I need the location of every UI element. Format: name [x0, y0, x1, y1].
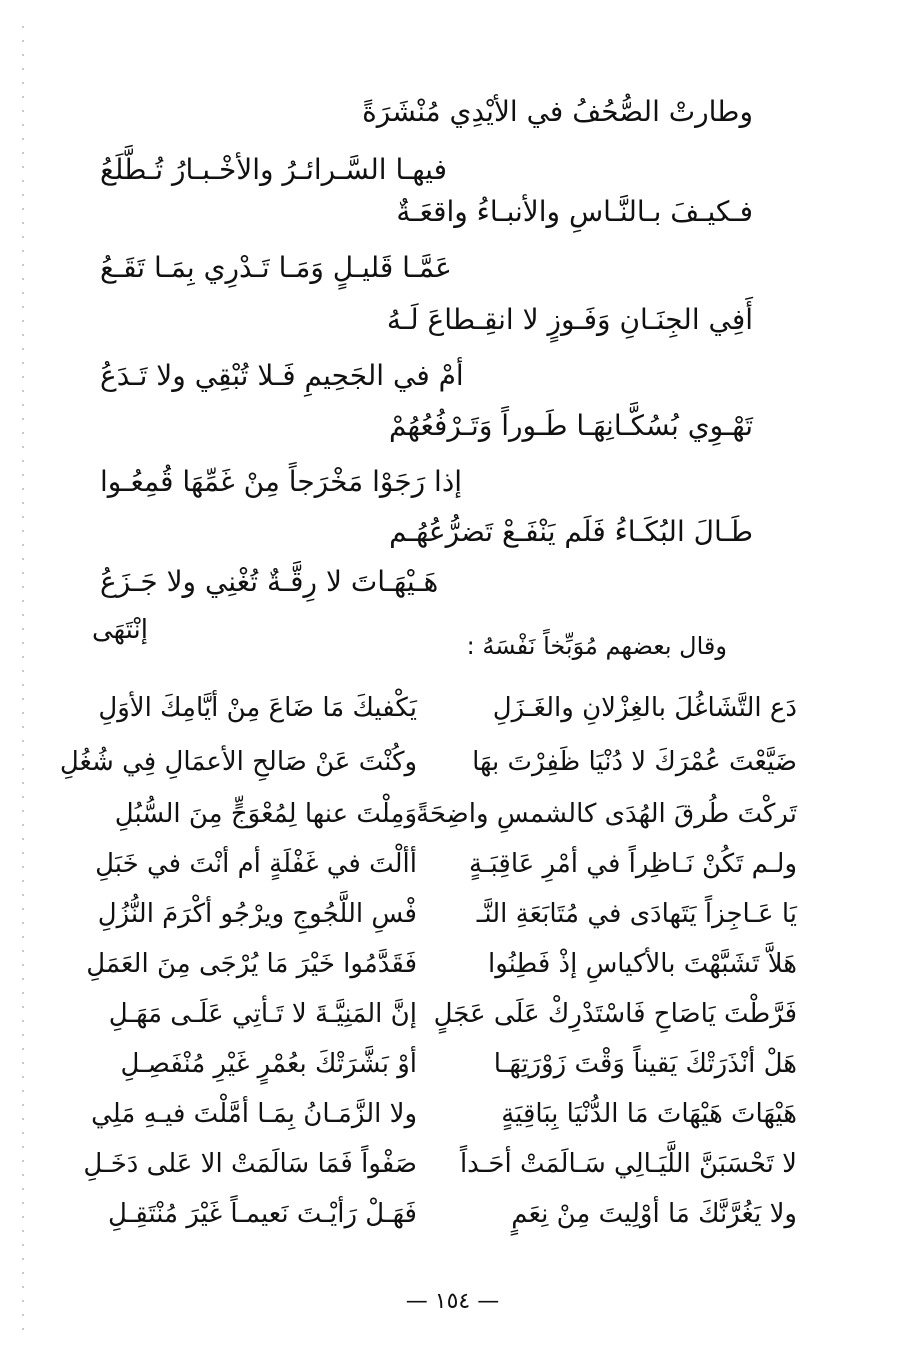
- couplet-1: [0, 686, 905, 740]
- poem1-line-7: تَهْـوِي بُسُكَّـانِهَـا طَـوراً وَتَـرْفُعُهُمْ: [388, 409, 753, 442]
- couplet-7: [0, 992, 905, 1046]
- couplet-11: [0, 1192, 905, 1246]
- couplet-10: [0, 1142, 905, 1196]
- hemistich-second: فَهَـلْ رَأيْـتَ نَعيمـاً غَيْرَ مُنْتَقِـلِ: [107, 1199, 417, 1229]
- hemistich-second: فْسِ اللَّجُوجِ ويرْجُو أكْرَمَ النُّزُلِ: [97, 899, 417, 929]
- couplet-4: [0, 842, 905, 896]
- poem1-line-5: أَفِي الجِنَـانِ وَفَـوزٍ لا انقِـطاعَ لَـهُ: [386, 303, 753, 336]
- couplet-8: [0, 1042, 905, 1096]
- couplet-6: [0, 942, 905, 996]
- poem1-line-6: أمْ في الجَحِيمِ فَـلا تُبْقِي ولا تَـدَعُ: [100, 359, 464, 392]
- poem1-line-10: هَـيْهَـاتَ لا رِقَّـةٌ تُغْنِي ولا جَـزَعُ: [100, 565, 439, 598]
- hemistich-second: وَمِلْتَ عنها لِمُعْوَجٍّ مِنَ السُّبُلِ: [114, 799, 417, 829]
- hemistich-first: فَرَّطْتَ يَاصَاحِ فَاسْتَدْرِكْ عَلَى عَجَلٍ: [433, 999, 797, 1029]
- couplet-2: [0, 740, 905, 794]
- couplet-9: [0, 1092, 905, 1146]
- poem2-intro: وقال بعضهم مُوَبِّخاً نَفْسَهُ :: [466, 632, 727, 660]
- hemistich-first: هَلاَّ تَشَبَّهْتَ بالأكياسِ إذْ فَطِنُوا: [487, 949, 797, 979]
- couplet-3: [0, 792, 905, 846]
- poem1-line-3: فـكيـفَ بـالنَّـاسِ والأنبـاءُ واقعَـةٌ: [396, 195, 753, 228]
- end-note: إنْتَهَى: [92, 615, 148, 645]
- hemistich-first: هَيْهَاتَ هَيْهَاتَ مَا الدُّنْيَا بِبَاقِيَةٍ: [501, 1099, 797, 1129]
- poem1-line-8: إذا رَجَوْا مَخْرَجاً مِنْ غَمِّهَا قُمِعُـوا: [100, 465, 463, 498]
- hemistich-first: لا تَحْسَبَنَّ اللَّيَـالِي سَـالَمَتْ أحَـداً: [459, 1149, 797, 1179]
- hemistich-first: دَع التَّشَاغُلَ بالغِزْلانِ والغَـزَلِ: [492, 693, 797, 723]
- poem1-line-2: فيهـا السَّـرائـرُ والأخْـبـارُ تُـطَّلَعُ: [100, 153, 447, 186]
- hemistich-first: هَلْ أنْذَرَتْكَ يَقيناً وَقْتَ زَوْرَتِهَـا: [493, 1049, 797, 1079]
- hemistich-first: يَا عَـاجِزاً يَتَهادَى في مُتَابَعَةِ النَّـ: [476, 899, 797, 929]
- hemistich-first: ولـم تَكُنْ نَـاظِراً في أمْرِ عَاقِبَـةٍ: [468, 849, 797, 879]
- hemistich-second: وكُنْتَ عَنْ صَالحِ الأعمَالِ فِي شُغُلِ: [59, 747, 417, 777]
- hemistich-first: ضَيَّعْتَ عُمْرَكَ لا دُنْيَا ظَفِرْتَ بهَا: [472, 747, 797, 777]
- poem1-line-9: طَـالَ البُكَـاءُ فَلَم يَنْفَـعْ تَضرُّعُهُـم: [389, 515, 753, 548]
- hemistich-second: صَفْواً فَمَا سَالَمَتْ الا عَلى دَخَـلِ: [83, 1149, 417, 1179]
- hemistich-second: ولا الزَّمَـانُ بِمَـا أمَّلْتَ فيـهِ مَلِي: [91, 1099, 417, 1129]
- hemistich-second: أألْتَ في غَفْلَةٍ أم أنْتَ في خَبَلِ: [95, 849, 417, 879]
- hemistich-second: إنَّ المَنِيَّـةَ لا تَـأتِي عَلَـى مَهَـلِ: [108, 999, 417, 1029]
- hemistich-first: ولا يَغُرَّنَّكَ مَا أوْلِيتَ مِنْ نِعَمٍ: [511, 1199, 797, 1229]
- poem1-line-4: عَمَّـا قَليـلٍ وَمَـا تَـدْرِي بِمَـا تَقَـعُ: [100, 251, 452, 284]
- hemistich-first: تَركْتَ طُرقَ الهُدَى كالشمسِ واضِحَةً: [415, 799, 797, 829]
- hemistich-second: أوْ بَشَّرَتْكَ بعُمْرٍ غَيْرِ مُنْفَصِـلِ: [120, 1049, 417, 1079]
- poem1-line-1: وطارتْ الصُّحُفُ في الأيْدِي مُنْشَرَةً: [362, 95, 753, 128]
- couplet-5: [0, 892, 905, 946]
- hemistich-second: فَقَدَّمُوا خَيْرَ مَا يُرْجَى مِنَ العَمَلِ: [86, 949, 417, 979]
- hemistich-second: يَكْفيكَ مَا ضَاعَ مِنْ أيَّامِكَ الأوَلِ: [98, 693, 417, 723]
- page-number: — ١٥٤ —: [405, 1289, 500, 1314]
